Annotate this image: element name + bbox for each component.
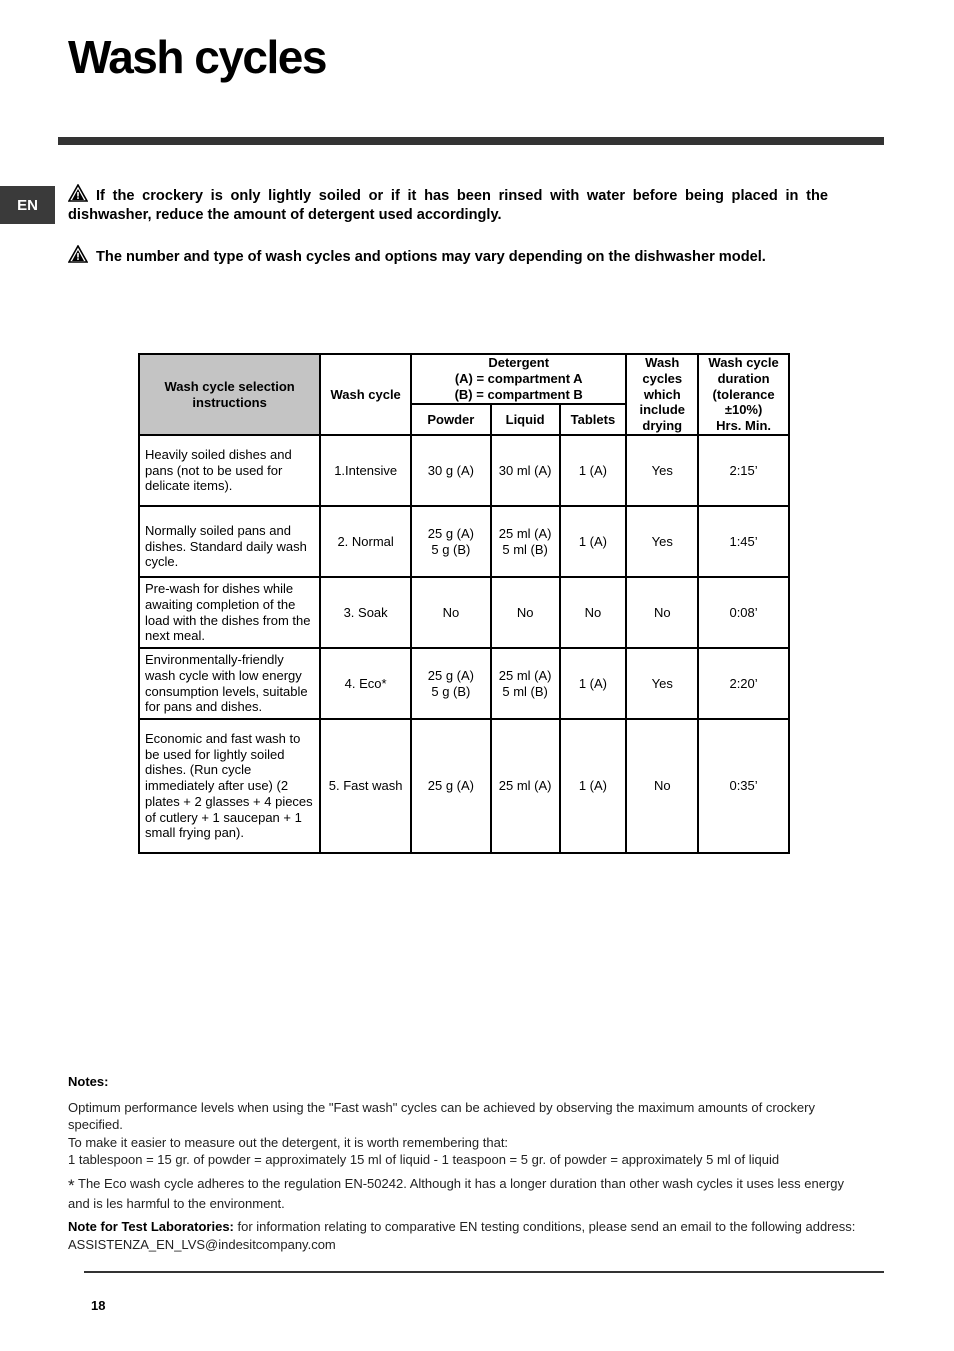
header-detergent-a: (A) = compartment A bbox=[454, 371, 583, 387]
table-row bbox=[139, 719, 789, 853]
footnote-star: * bbox=[68, 1175, 75, 1195]
row-tablets: 1 (A) bbox=[560, 648, 627, 719]
powder-a: No bbox=[442, 604, 460, 620]
powder-a: 30 g (A) bbox=[427, 462, 474, 478]
row-duration: 0:08’ bbox=[698, 577, 789, 648]
row-cycle: 2. Normal bbox=[320, 506, 411, 577]
header-wash-cycle: Wash cycle bbox=[320, 354, 411, 435]
header-detergent-b: (B) = compartment B bbox=[454, 386, 583, 402]
row-liquid bbox=[491, 435, 560, 506]
liquid-b: 5 ml (B) bbox=[502, 683, 548, 699]
header-instructions: Wash cycle selection instructions bbox=[139, 354, 320, 435]
row-liquid bbox=[491, 577, 560, 648]
row-drying: No bbox=[626, 577, 698, 648]
row-drying: No bbox=[626, 719, 698, 853]
header-liquid: Liquid bbox=[491, 404, 560, 435]
row-tablets: No bbox=[560, 577, 627, 648]
row-drying: Yes bbox=[626, 506, 698, 577]
row-description: Normally soiled pans and dishes. Standard daily wash cycle. bbox=[139, 506, 320, 577]
row-tablets: 1 (A) bbox=[560, 719, 627, 853]
warning-text: If the crockery is only lightly soiled or if it has been rinsed with water before being placed in the dishwasher, reduce the amount of detergent used accordingly. bbox=[68, 188, 828, 223]
row-liquid bbox=[491, 719, 560, 853]
row-duration: 1:45’ bbox=[698, 506, 789, 577]
liquid-a: 30 ml (A) bbox=[498, 462, 552, 478]
page-title: Wash cycles bbox=[68, 31, 326, 83]
row-cycle: 4. Eco* bbox=[320, 648, 411, 719]
warning-triangle-icon bbox=[68, 245, 88, 263]
header-tablets: Tablets bbox=[560, 404, 627, 435]
powder-a: 25 g (A) bbox=[427, 525, 474, 541]
warning-note-models bbox=[68, 245, 828, 267]
header-duration-text: Wash cycle duration (tolerance ±10%) bbox=[708, 355, 779, 418]
warning-triangle-icon bbox=[68, 184, 88, 202]
notes-eco bbox=[68, 1175, 868, 1212]
notes-measure-equivalence: 1 tablespoon = 15 gr. of powder = approximately 15 ml of liquid - 1 teaspoon = 5 gr. of powder = approximately 5 ml of liquid bbox=[68, 1152, 780, 1168]
row-powder bbox=[411, 719, 491, 853]
row-cycle: 5. Fast wash bbox=[320, 719, 411, 853]
row-liquid bbox=[491, 648, 560, 719]
warning-note-detergent bbox=[68, 184, 828, 225]
liquid-b: 5 ml (B) bbox=[502, 541, 548, 557]
row-powder bbox=[411, 648, 491, 719]
notes-test-labs-text: for information relating to comparative EN testing conditions, please send an email to the following address: ASSISTENZA_EN_LVS@indesitcompany.com bbox=[68, 1219, 856, 1252]
liquid-a: No bbox=[516, 604, 534, 620]
bottom-divider bbox=[84, 1271, 884, 1273]
row-powder bbox=[411, 506, 491, 577]
row-description: Environmentally-friendly wash cycle with low energy consumption levels, suitable for pans and dishes. bbox=[139, 648, 320, 719]
notes-test-labs bbox=[68, 1218, 868, 1253]
row-cycle: 3. Soak bbox=[320, 577, 411, 648]
table-row bbox=[139, 648, 789, 719]
header-duration bbox=[698, 354, 789, 435]
row-drying: Yes bbox=[626, 435, 698, 506]
row-description: Heavily soiled dishes and pans (not to be used for delicate items). bbox=[139, 435, 320, 506]
row-duration: 2:20’ bbox=[698, 648, 789, 719]
header-duration-units: Hrs. Min. bbox=[716, 418, 772, 434]
header-powder: Powder bbox=[411, 404, 491, 435]
row-description: Economic and fast wash to be used for lightly soiled dishes. (Run cycle immediately after use) (2 plates + 2 glasses + 4 pieces of cutlery + 1 saucepan + 1 small frying pan). bbox=[139, 719, 320, 853]
notes-section bbox=[68, 1073, 868, 1253]
table-row bbox=[139, 506, 789, 577]
row-tablets: 1 (A) bbox=[560, 435, 627, 506]
row-tablets: 1 (A) bbox=[560, 506, 627, 577]
wash-cycles-table bbox=[138, 353, 790, 854]
notes-heading: Notes: bbox=[68, 1074, 109, 1089]
liquid-a: 25 ml (A) bbox=[498, 778, 552, 794]
row-powder bbox=[411, 435, 491, 506]
row-description: Pre-wash for dishes while awaiting completion of the load with the dishes from the next meal. bbox=[139, 577, 320, 648]
row-liquid bbox=[491, 506, 560, 577]
row-drying: Yes bbox=[626, 648, 698, 719]
page-number: 18 bbox=[91, 1298, 106, 1313]
top-divider bbox=[58, 137, 884, 145]
language-tab: EN bbox=[0, 186, 55, 224]
powder-a: 25 g (A) bbox=[427, 778, 474, 794]
powder-b: 5 g (B) bbox=[431, 541, 471, 557]
liquid-a: 25 ml (A) bbox=[498, 667, 552, 683]
powder-a: 25 g (A) bbox=[427, 667, 474, 683]
row-powder bbox=[411, 577, 491, 648]
notes-test-labs-label: Note for Test Laboratories: bbox=[68, 1219, 234, 1235]
header-detergent-title: Detergent bbox=[488, 355, 550, 371]
liquid-a: 25 ml (A) bbox=[498, 525, 552, 541]
row-duration: 0:35’ bbox=[698, 719, 789, 853]
notes-fast-wash: Optimum performance levels when using the "Fast wash" cycles can be achieved by observing the maximum amounts of crockery specified. bbox=[68, 1099, 815, 1133]
row-cycle: 1.Intensive bbox=[320, 435, 411, 506]
header-detergent bbox=[411, 354, 626, 404]
powder-b: 5 g (B) bbox=[431, 683, 471, 699]
notes-eco-text: The Eco wash cycle adheres to the regulation EN-50242. Although it has a longer duration than other wash cycles it uses less energy and is les harmful to the environment. bbox=[68, 1175, 845, 1211]
row-duration: 2:15’ bbox=[698, 435, 789, 506]
table-row bbox=[139, 435, 789, 506]
notes-measure-intro: To make it easier to measure out the detergent, it is worth remembering that: bbox=[68, 1134, 509, 1150]
table-row bbox=[139, 577, 789, 648]
warning-text: The number and type of wash cycles and options may vary depending on the dishwasher model. bbox=[96, 249, 766, 265]
header-drying: Wash cycles which include drying bbox=[626, 354, 698, 435]
